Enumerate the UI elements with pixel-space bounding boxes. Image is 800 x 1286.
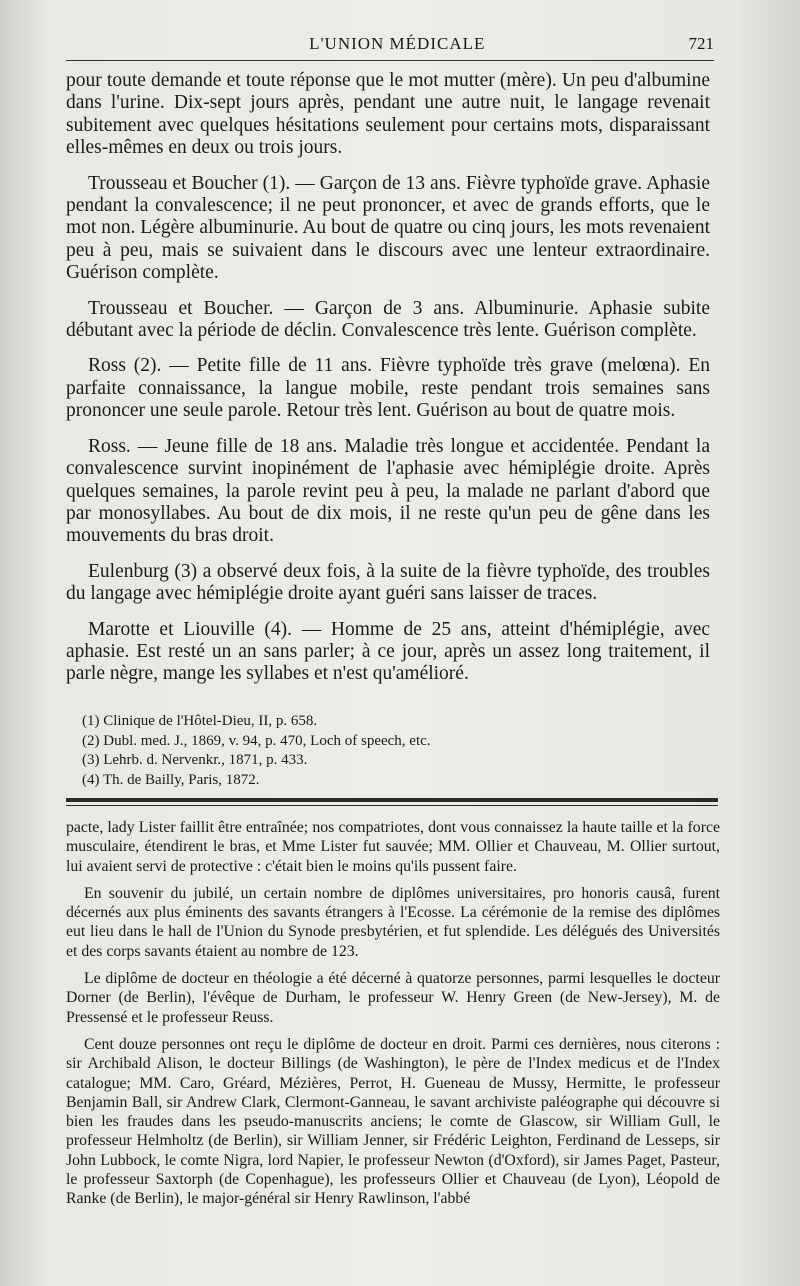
case-trousseau-boucher-1: Trousseau et Boucher (1). — Garçon de 13 ans. Fièvre typhoïde grave. Aphasie pendant la convalescence; il ne peut prononcer, et avec de grands efforts, que le mot non. Légère albuminurie. Au bout de quatre ou cinq jours, les mots revenaient peu à peu, mais se suivaient dans le discours avec une lenteur extraordinaire. Guérison complète. xyxy=(66,172,710,284)
case-eulenburg: Eulenburg (3) a observé deux fois, à la suite de la fièvre typhoïde, des troubles du langage avec hémiplégie droite ayant guéri sans laisser de traces. xyxy=(66,560,710,605)
running-title: L'UNION MÉDICALE xyxy=(309,34,486,53)
main-text xyxy=(66,70,710,686)
case-marotte-liouville: Marotte et Liouville (4). — Homme de 25 ans, atteint d'hémiplégie, avec aphasie. Est resté un an sans parler; à ce jour, après un assez long traitement, il parle nègre, mange les syllabes et n'est qu'amélioré. xyxy=(66,618,710,685)
case-ross-2: Ross. — Jeune fille de 18 ans. Maladie très longue et accidentée. Pendant la convalescence survint inopinément de l'aphasie avec hémiplégie droite. Après quelques semaines, la parole revint peu à peu, la malade ne parlant d'abord que par monosyllabes. Au bout de dix mois, il ne reste qu'un peu de gêne dans les mouvements du bras droit. xyxy=(66,435,710,547)
feuilleton-paragraph-4: Cent douze personnes ont reçu le diplôme de docteur en droit. Parmi ces dernières, nous citerons : sir Archibald Alison, le docteur Billings (de Washington), le père de l'Index medicus et de l'Index catalogue; MM. Caro, Gréard, Mézières, Perrot, H. Gueneau de Mussy, Hermitte, le professeur Benjamin Ball, sir Andrew Clark, Clermont-Ganneau, le savant archiviste paléographe qui découvre si bien les fraudes dans les pseudo-manuscrits anciens; le comte de Glascow, sir William Gull, le professeur Helmholtz (de Berlin), sir William Jenner, sir Frédéric Leighton, Ferdinand de Lesseps, sir John Lubbock, le comte Nigra, lord Napier, le professeur Newton (d'Oxford), sir James Paget, Pasteur, le professeur Saxtorph (de Copenhague), les professeurs Ollier et Chauveau (de Lyon), Léopold de Ranke (de Berlin), le major-général sir Henry Rawlinson, l'abbé xyxy=(66,1035,720,1208)
feuilleton-paragraph-1: pacte, lady Lister faillit être entraînée; nos compatriotes, dont vous connaissez la haute taille et la force musculaire, étendirent le bras, et Mme Lister fut sauvée; MM. Ollier et Chauveau, M. Ollier surtout, lui avaient servi de protective : c'était bien le moins qu'ils pussent faire. xyxy=(66,819,720,875)
page-number: 721 xyxy=(688,34,714,53)
paragraph-continuation: pour toute demande et toute réponse que le mot mutter (mère). Un peu d'albumine dans l'urine. Dix-sept jours après, pendant une autre nuit, le langage revenait subitement avec quelques hésitations seulement pour certains mots, disparaissant elles-mêmes en deux ou trois jours. xyxy=(66,70,710,159)
footnote-4: (4) Th. de Bailly, Paris, 1872. xyxy=(82,771,260,788)
page-header xyxy=(66,26,714,61)
feuilleton-paragraph-3: Le diplôme de docteur en théologie a été décerné à quatorze personnes, parmi lesquelles le docteur Dorner (de Berlin), l'évêque de Durham, le professeur W. Henry Green (de New-Jersey), M. de Pressensé et le professeur Reuss. xyxy=(66,970,720,1026)
footnotes xyxy=(82,712,682,790)
feuilleton-paragraph-2: En souvenir du jubilé, un certain nombre de diplômes universitaires, pro honoris causâ, furent décernés aux plus éminents des savants étrangers à l'Ecosse. La cérémonie de la remise des diplômes eut lieu dans le hall de l'Union du Synode presbytérien, et fut splendide. Les délégués des Universités et des corps savants étaient au nombre de 123. xyxy=(66,884,720,960)
case-trousseau-boucher-2: Trousseau et Boucher. — Garçon de 3 ans. Albuminurie. Aphasie subite débutant avec la période de déclin. Convalescence très lente. Guérison complète. xyxy=(66,297,710,342)
case-ross-1: Ross (2). — Petite fille de 11 ans. Fièvre typhoïde très grave (melœna). En parfaite connaissance, la langue mobile, reste pendant trois semaines sans prononcer une seule parole. Retour très lent. Guérison au bout de quatre mois. xyxy=(66,355,710,422)
footnote-2: (2) Dubl. med. J., 1869, v. 94, p. 470, Loch of speech, etc. xyxy=(82,732,431,749)
feuilleton-text xyxy=(66,818,720,1217)
footnote-3: (3) Lehrb. d. Nervenkr., 1871, p. 433. xyxy=(82,752,308,768)
footnote-1: (1) Clinique de l'Hôtel-Dieu, II, p. 658. xyxy=(82,713,318,729)
section-divider-thin xyxy=(66,805,718,806)
section-divider-thick xyxy=(66,798,718,802)
